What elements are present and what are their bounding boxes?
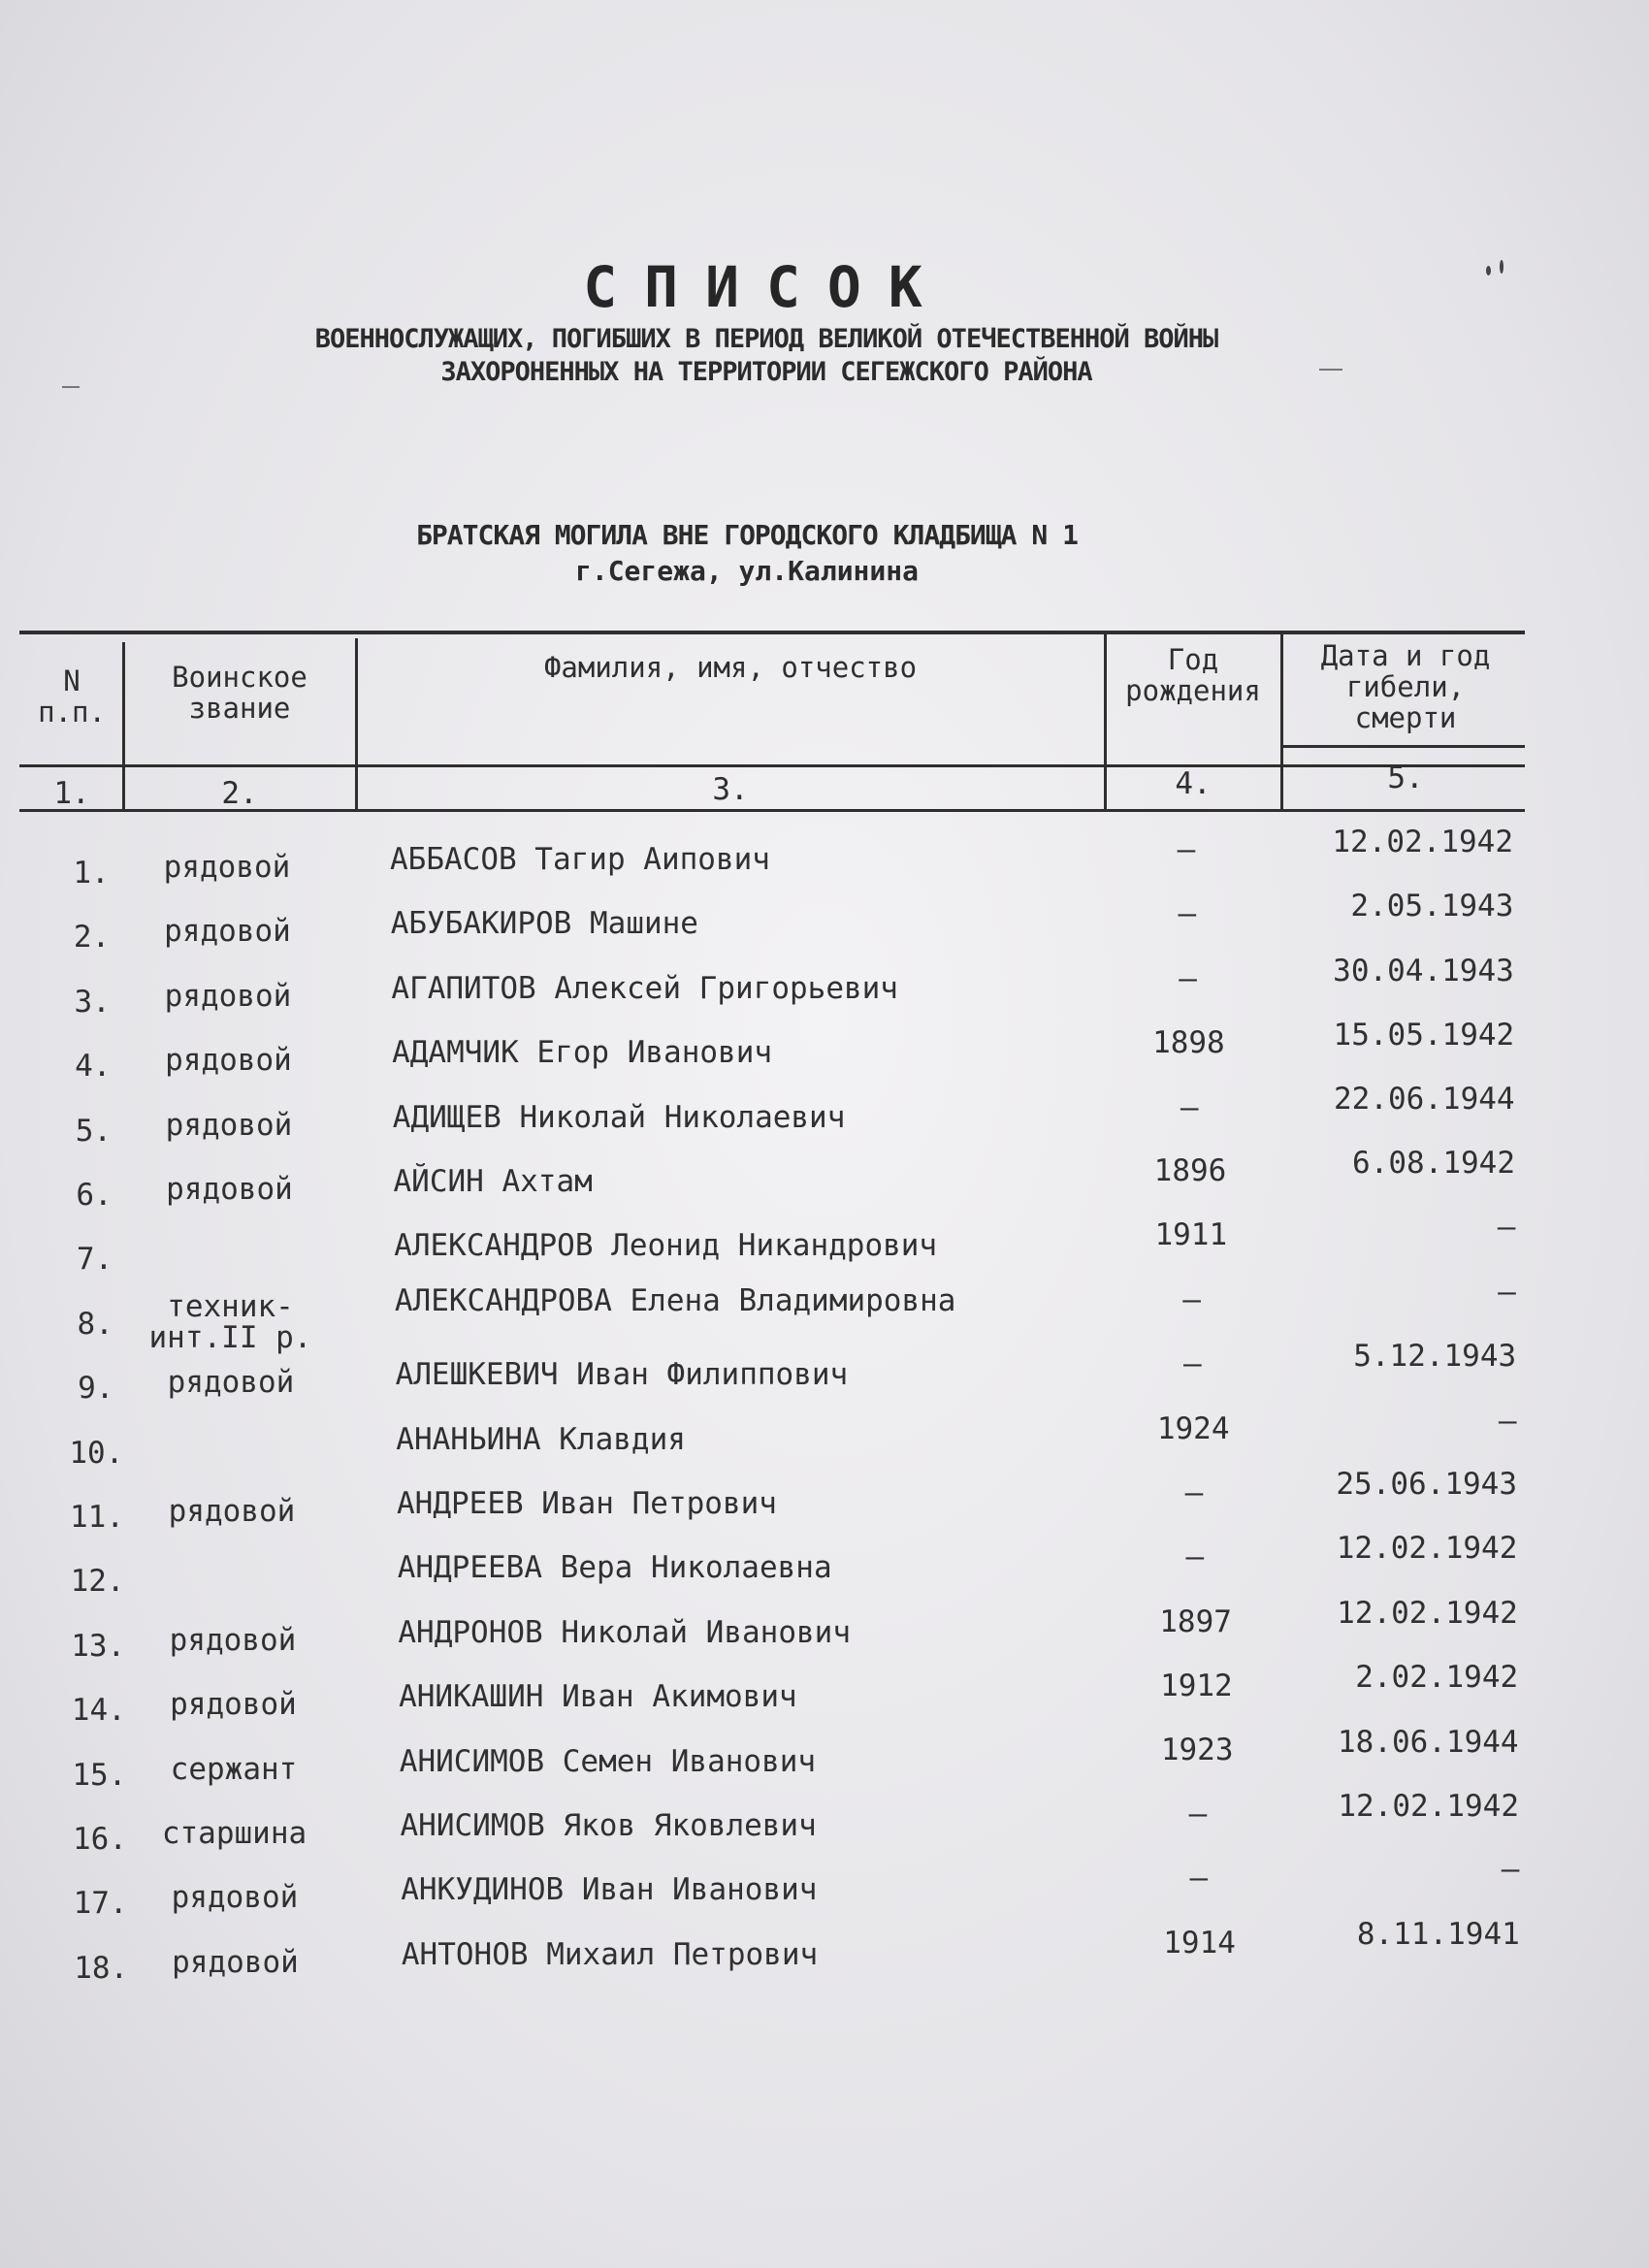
grave-title: БРАТСКАЯ МОГИЛА ВНЕ ГОРОДСКОГО КЛАДБИЩА N 1 [416,519,1078,551]
row-number: 10. [69,1436,124,1471]
row-death-date: 12.02.1942 [1336,1531,1518,1567]
row-full-name: АНДРЕЕВ Иван Петрович [397,1486,777,1521]
row-number: 13. [71,1629,126,1664]
column-number-4: 4. [1175,766,1212,801]
row-death-date: – [1498,1403,1517,1439]
row-rank-line1: техник- [167,1289,294,1324]
row-number: 11. [70,1500,124,1535]
column-number-2: 2. [221,776,258,811]
row-death-date: 25.06.1943 [1336,1467,1517,1503]
row-full-name: АНИСИМОВ Яков Яковлевич [400,1808,817,1843]
row-full-name: АЛЕКСАНДРОВ Леонид Никандрович [394,1228,938,1263]
header-birth-year: Год рождения [1125,643,1261,707]
row-death-date: 22.06.1944 [1333,1082,1515,1118]
row-death-date: 12.02.1942 [1338,1788,1519,1824]
row-rank [139,1947,333,1978]
row-number: 17. [73,1886,128,1921]
row-rank-line1: рядовой [165,1108,293,1143]
row-rank-line1: рядовой [170,1687,297,1722]
row-rank [135,1496,329,1527]
row-rank-line1: рядовой [172,1945,299,1980]
row-number: 18. [74,1951,129,1986]
row-rank [132,1045,326,1076]
row-birth-year: – [1185,1539,1205,1574]
row-rank-line1: сержант [170,1752,298,1787]
row-birth-year: – [1179,960,1197,996]
row-birth-year: 1896 [1153,1153,1227,1189]
row-full-name: АДАМЧИК Егор Иванович [392,1035,773,1070]
row-death-date: 12.02.1942 [1332,825,1513,859]
scan-mark [1319,369,1342,371]
row-birth-year: 1923 [1160,1733,1234,1768]
row-number: 14. [71,1693,126,1728]
row-death-date: 5.12.1943 [1353,1338,1517,1374]
row-number: 2. [73,920,111,955]
row-death-date: 8.11.1941 [1356,1917,1520,1953]
row-full-name: АББАСОВ Тагир Аипович [390,842,770,877]
row-birth-year: – [1189,1861,1209,1896]
column-number-5: 5. [1387,761,1424,795]
table-top-rule [19,631,1525,634]
document-subtitle-line1: ВОЕННОСЛУЖАЩИХ, ПОГИБШИХ В ПЕРИОД ВЕЛИКОЙ ОТЕЧЕСТВЕННОЙ ВОЙНЫ [314,324,1218,354]
row-full-name: АНАНЬИНА Клавдия [396,1422,686,1457]
row-death-date: 2.05.1943 [1350,888,1514,923]
row-rank-line2: инт.II р. [148,1320,312,1355]
row-full-name: АЛЕКСАНДРОВА Елена Владимировна [394,1283,956,1318]
row-full-name: АЙСИН Ахтам [393,1164,593,1199]
row-full-name: АБУБАКИРОВ Машине [390,906,698,941]
row-birth-year: 1912 [1160,1668,1233,1703]
header-rank: Воинское звание [172,661,307,725]
scan-speck [1486,266,1491,275]
column-divider-2 [355,638,358,809]
row-death-date: 30.04.1943 [1333,953,1514,988]
row-death-date: – [1497,1210,1516,1245]
header-name: Фамилия, имя, отчество [543,651,918,684]
row-death-date: – [1498,1274,1516,1310]
column-divider-4 [1280,632,1283,809]
row-rank-line1: старшина [161,1816,307,1851]
header-number: N п.п. [38,664,106,729]
row-birth-year: – [1188,1797,1208,1832]
row-birth-year: – [1183,1346,1202,1382]
row-birth-year: 1924 [1156,1411,1230,1446]
row-number: 8. [77,1307,113,1342]
row-full-name: АНКУДИНОВ Иван Иванович [401,1872,818,1907]
row-number: 1. [73,856,110,891]
death-header-rule [1280,745,1525,748]
row-birth-year: – [1178,895,1197,931]
row-number: 6. [76,1178,113,1213]
row-rank-line1: рядовой [163,850,291,885]
row-rank [132,1110,326,1141]
row-number: 7. [76,1242,113,1277]
row-full-name: АГАПИТОВ Алексей Григорьевич [391,971,898,1006]
scan-mark [62,386,80,388]
row-birth-year: – [1184,1474,1204,1510]
row-rank [134,1291,328,1353]
row-number: 3. [74,985,111,1020]
row-number: 9. [78,1371,114,1406]
column-divider-1 [122,642,125,809]
row-rank [137,1689,331,1720]
row-rank [137,1754,331,1785]
row-birth-year: 1897 [1159,1604,1232,1639]
row-birth-year: – [1180,1089,1199,1125]
row-full-name: АНТОНОВ Михаил Петрович [401,1937,819,1972]
row-number: 16. [73,1822,127,1857]
row-birth-year: 1914 [1163,1926,1236,1961]
row-death-date: 15.05.1942 [1333,1017,1515,1053]
row-rank-line1: рядовой [168,1494,296,1529]
row-rank-line1: рядовой [164,979,292,1014]
row-full-name: АНИСИМОВ Семен Иванович [399,1744,817,1779]
row-birth-year: – [1182,1282,1201,1318]
row-rank-line1: рядовой [165,1043,292,1078]
row-birth-year: – [1177,832,1196,867]
row-death-date: 6.08.1942 [1352,1146,1515,1182]
row-rank [138,1882,332,1913]
row-number: 5. [75,1114,113,1149]
row-full-name: АНДРОНОВ Николай Иванович [398,1615,851,1650]
row-rank [138,1818,332,1849]
column-number-1: 1. [53,776,90,811]
row-birth-year: 1898 [1152,1024,1225,1060]
row-birth-year: 1911 [1154,1217,1228,1253]
row-rank-line1: рядовой [169,1623,297,1658]
row-full-name: АНИКАШИН Иван Акимович [399,1679,797,1714]
column-number-3: 3. [712,772,749,807]
row-rank-line1: рядовой [167,1365,295,1400]
column-divider-3 [1104,632,1107,809]
row-rank [134,1367,328,1398]
row-death-date: 2.02.1942 [1355,1659,1519,1695]
row-rank [133,1174,327,1205]
row-rank-line1: рядовой [171,1880,299,1915]
grave-address: г.Сегежа, ул.Калинина [574,555,919,587]
row-full-name: АДИЩЕВ Николай Николаевич [392,1100,846,1135]
header-death-date: Дата и год гибели, смерти [1320,639,1491,734]
row-number: 15. [72,1758,127,1793]
row-number: 4. [75,1049,112,1084]
row-number: 12. [70,1564,125,1599]
row-full-name: АНДРЕЕВА Вера Николаевна [397,1550,832,1585]
row-rank-line1: рядовой [166,1172,293,1207]
row-rank [136,1625,330,1656]
row-rank [131,916,325,947]
row-rank [131,981,325,1012]
row-death-date: 12.02.1942 [1337,1596,1518,1632]
row-rank-line1: рядовой [164,914,291,949]
row-death-date: 18.06.1944 [1337,1724,1519,1760]
document-subtitle-line2: ЗАХОРОНЕННЫХ НА ТЕРРИТОРИИ СЕГЕЖСКОГО РАЙОНА [440,357,1092,387]
row-rank [130,852,324,883]
row-death-date: – [1501,1852,1520,1888]
row-full-name: АЛЕШКЕВИЧ Иван Филиппович [395,1357,849,1392]
document-title: СПИСОК [583,254,950,320]
scan-speck [1500,260,1504,274]
